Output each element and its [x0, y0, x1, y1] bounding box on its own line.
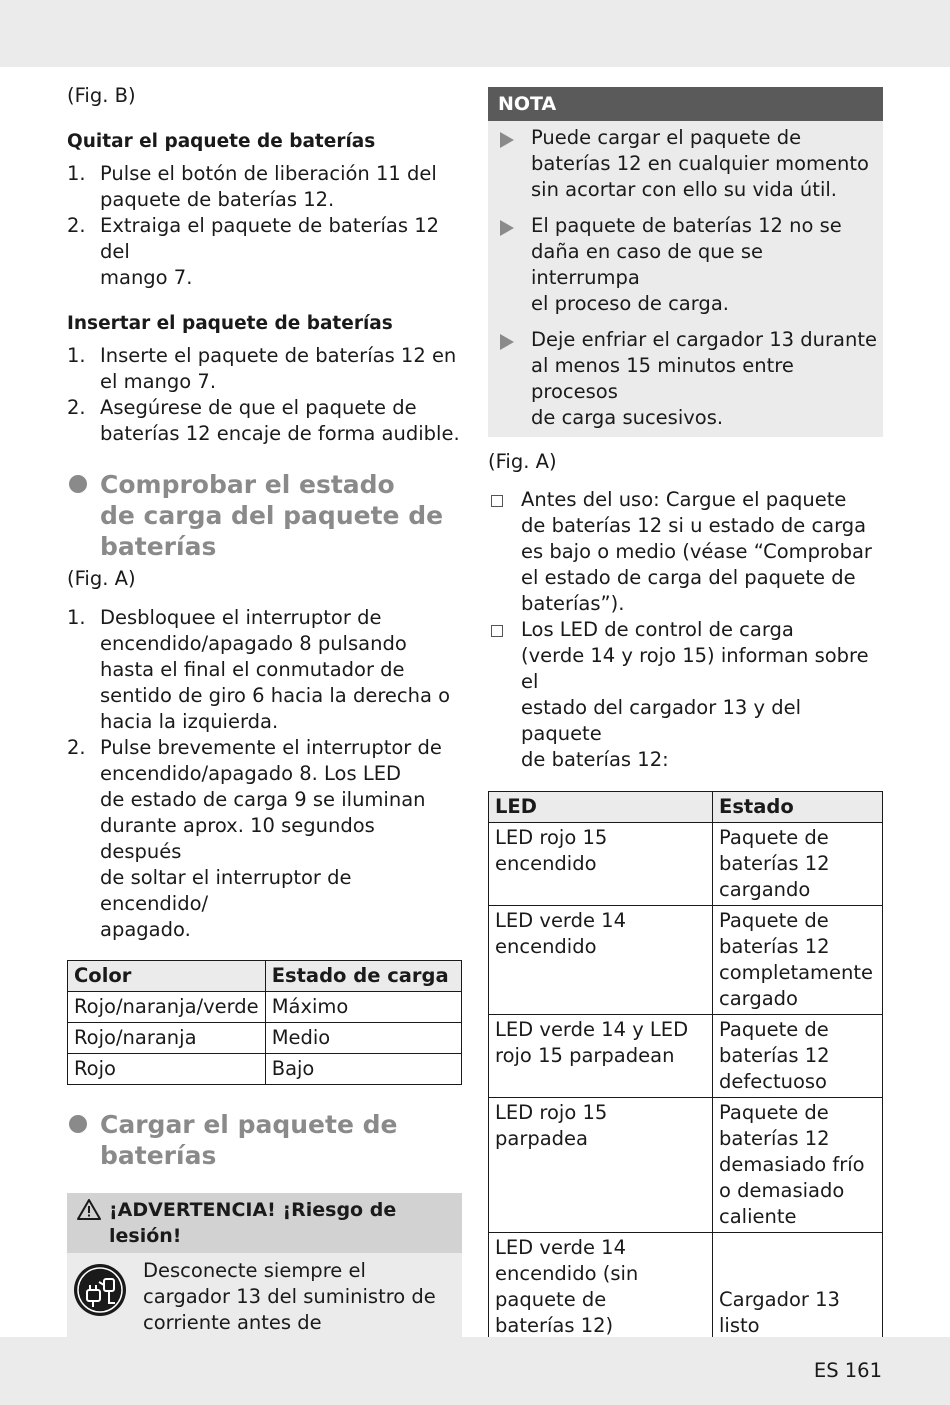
cell-line: cargando: [719, 878, 811, 901]
step-line: Desbloquee el interruptor de: [100, 606, 382, 629]
checkbox-square-icon: [491, 495, 503, 507]
step-line: durante aprox. 10 segundos después: [100, 814, 375, 863]
note-line: Puede cargar el paquete de: [531, 126, 802, 149]
cell-line: cargado: [719, 987, 798, 1010]
cell-line: defectuoso: [719, 1070, 827, 1093]
step-line: hacia la izquierda.: [100, 710, 279, 733]
table-cell: [489, 1098, 713, 1233]
check-line: es bajo o medio (véase “Comprobar: [521, 540, 872, 563]
step-number: 1.: [67, 606, 86, 629]
warning-title-line: ¡ADVERTENCIA! ¡Riesgo de: [109, 1199, 397, 1221]
table-cell: Bajo: [265, 1054, 461, 1085]
insert-battery-steps: [67, 343, 462, 447]
note-item: [488, 213, 883, 317]
step-line: encendido/apagado 8. Los LED: [100, 762, 402, 785]
cell-line: baterías 12: [719, 1127, 830, 1150]
led-status-table: [488, 791, 883, 1342]
table-cell: Rojo/naranja: [68, 1023, 266, 1054]
note-item: [488, 125, 883, 203]
heading-line: de carga del paquete de: [100, 501, 444, 530]
warning-line: Desconecte siempre el: [143, 1259, 366, 1282]
warning-header: [67, 1193, 462, 1253]
step-number: 2.: [67, 396, 86, 419]
cell-line: baterías 12: [719, 935, 830, 958]
check-line: estado del cargador 13 y del paquete: [521, 696, 801, 745]
step-line: sentido de giro 6 hacia la derecha o: [100, 684, 451, 707]
heading-line: Cargar el paquete de: [100, 1110, 398, 1139]
cell-line: caliente: [719, 1205, 797, 1228]
cell-line: Paquete de: [719, 826, 829, 849]
cell-line: o demasiado: [719, 1179, 845, 1202]
step-line: baterías 12 encaje de forma audible.: [100, 422, 460, 445]
table-cell: Máximo: [265, 992, 461, 1023]
heading-line: Comprobar el estado: [100, 470, 395, 499]
cell-line: Paquete de: [719, 1018, 829, 1041]
unplug-mandatory-icon: [73, 1263, 127, 1317]
step-line: de soltar el interruptor de encendido/: [100, 866, 352, 915]
table-header: Estado: [713, 792, 883, 823]
cell-line: baterías 12: [719, 852, 830, 875]
table-row: [68, 1054, 462, 1085]
note-line: el proceso de carga.: [531, 292, 729, 315]
arrow-right-icon: [500, 334, 514, 350]
note-line: daña en caso de que se interrumpa: [531, 240, 764, 289]
bullet-dot-icon: [69, 475, 87, 493]
table-cell: [713, 1098, 883, 1233]
cell-line: LED verde 14 y LED: [495, 1018, 689, 1041]
table-header-row: [489, 792, 883, 823]
check-line: Antes del uso: Cargue el paquete: [521, 488, 847, 511]
step-line: encendido/apagado 8 pulsando: [100, 632, 407, 655]
table-header: Estado de carga: [265, 961, 461, 992]
charge-level-table: [67, 960, 462, 1085]
cell-line: completamente: [719, 961, 874, 984]
top-band: [0, 0, 950, 67]
note-line: baterías 12 en cualquier momento: [531, 152, 869, 175]
table-row: [489, 1015, 883, 1098]
step-number: 1.: [67, 344, 86, 367]
table-row: [68, 992, 462, 1023]
cell-line: baterías 12: [719, 1044, 830, 1067]
table-cell: [713, 1233, 883, 1342]
heading-line: baterías: [100, 1141, 217, 1170]
step-line: de estado de carga 9 se iluminan: [100, 788, 426, 811]
step-line: Pulse brevemente el interruptor de: [100, 736, 442, 759]
cell-line: demasiado frío: [719, 1153, 865, 1176]
step-line: Inserte el paquete de baterías 12 en: [100, 344, 457, 367]
cell-line: Cargador 13: [719, 1288, 840, 1311]
check-charge-steps: [67, 605, 462, 943]
step-number: 2.: [67, 736, 86, 759]
table-header: Color: [68, 961, 266, 992]
table-cell: [489, 823, 713, 906]
cell-line: Paquete de: [719, 1101, 829, 1124]
arrow-right-icon: [500, 220, 514, 236]
table-cell: Rojo/naranja/verde: [68, 992, 266, 1023]
check-line: de baterías 12 si u estado de carga: [521, 514, 867, 537]
step-number: 1.: [67, 162, 86, 185]
table-cell: [713, 1015, 883, 1098]
checkbox-square-icon: [491, 625, 503, 637]
checklist-item: [488, 617, 883, 773]
note-item: [488, 327, 883, 431]
check-line: el estado de carga del paquete de: [521, 566, 856, 589]
cell-line: listo: [719, 1314, 760, 1337]
check-line: baterías”).: [521, 592, 625, 615]
list-item: [67, 395, 462, 447]
note-header: NOTA: [488, 87, 883, 121]
table-cell: [489, 1233, 713, 1342]
fig-b-reference: (Fig. B): [67, 84, 136, 107]
step-line: el mango 7.: [100, 370, 217, 393]
remove-battery-title: Quitar el paquete de baterías: [67, 131, 376, 152]
step-line: Extraiga el paquete de baterías 12 del: [100, 214, 440, 263]
check-charge-heading: [67, 469, 462, 562]
warning-line: corriente antes de: [143, 1311, 322, 1334]
note-line: Deje enfriar el cargador 13 durante: [531, 328, 877, 351]
list-item: [67, 605, 462, 735]
list-item: [67, 343, 462, 395]
cell-line: encendido: [495, 935, 597, 958]
warning-title-line: lesión!: [109, 1225, 182, 1247]
list-item: [67, 213, 462, 291]
charge-battery-heading: [67, 1109, 462, 1171]
table-row: [489, 1098, 883, 1233]
cell-line: LED verde 14: [495, 1236, 626, 1259]
warning-line: cargador 13 del suministro de: [143, 1285, 436, 1308]
warning-triangle-icon: [77, 1199, 101, 1220]
note-line: El paquete de baterías 12 no se: [531, 214, 842, 237]
table-header: LED: [489, 792, 713, 823]
cell-line: LED rojo 15 parpadea: [495, 1101, 608, 1150]
note-line: sin acortar con ello su vida útil.: [531, 178, 837, 201]
cell-line: LED verde 14: [495, 909, 626, 932]
cell-line: paquete de: [495, 1288, 607, 1311]
step-line: Asegúrese de que el paquete de: [100, 396, 417, 419]
list-item: [67, 161, 462, 213]
step-line: Pulse el botón de liberación 11 del: [100, 162, 437, 185]
check-line: de baterías 12:: [521, 748, 669, 771]
table-cell: Rojo: [68, 1054, 266, 1085]
step-line: apagado.: [100, 918, 191, 941]
table-row: [489, 1233, 883, 1342]
table-header-row: [68, 961, 462, 992]
step-line: mango 7.: [100, 266, 193, 289]
heading-line: baterías: [100, 532, 217, 561]
cell-line: Paquete de: [719, 909, 829, 932]
arrow-right-icon: [500, 132, 514, 148]
fig-a-reference: (Fig. A): [67, 567, 136, 590]
table-cell: Medio: [265, 1023, 461, 1054]
table-cell: [713, 906, 883, 1015]
step-line: hasta el final el conmutador de: [100, 658, 405, 681]
cell-line: LED rojo 15: [495, 826, 608, 849]
insert-battery-title: Insertar el paquete de baterías: [67, 313, 393, 334]
list-item: [67, 735, 462, 943]
checklist-item: [488, 487, 883, 617]
remove-battery-steps: [67, 161, 462, 291]
note-line: al menos 15 minutos entre procesos: [531, 354, 794, 403]
table-cell: [489, 1015, 713, 1098]
bottom-band: [0, 1337, 950, 1405]
fig-a-reference: (Fig. A): [488, 450, 557, 473]
check-line: Los LED de control de carga: [521, 618, 794, 641]
cell-line: baterías 12): [495, 1314, 614, 1337]
page-number: ES 161: [813, 1359, 882, 1382]
table-cell: [713, 823, 883, 906]
table-cell: [489, 906, 713, 1015]
bullet-dot-icon: [69, 1115, 87, 1133]
table-row: [489, 906, 883, 1015]
table-row: [489, 823, 883, 906]
step-number: 2.: [67, 214, 86, 237]
cell-line: encendido: [495, 852, 597, 875]
table-row: [68, 1023, 462, 1054]
note-box: [488, 87, 883, 437]
cell-line: encendido (sin: [495, 1262, 639, 1285]
step-line: paquete de baterías 12.: [100, 188, 335, 211]
note-line: de carga sucesivos.: [531, 406, 724, 429]
cell-line: rojo 15 parpadean: [495, 1044, 675, 1067]
left-column: [67, 83, 462, 1393]
check-line: (verde 14 y rojo 15) informan sobre el: [521, 644, 869, 693]
right-column: [488, 87, 883, 1342]
